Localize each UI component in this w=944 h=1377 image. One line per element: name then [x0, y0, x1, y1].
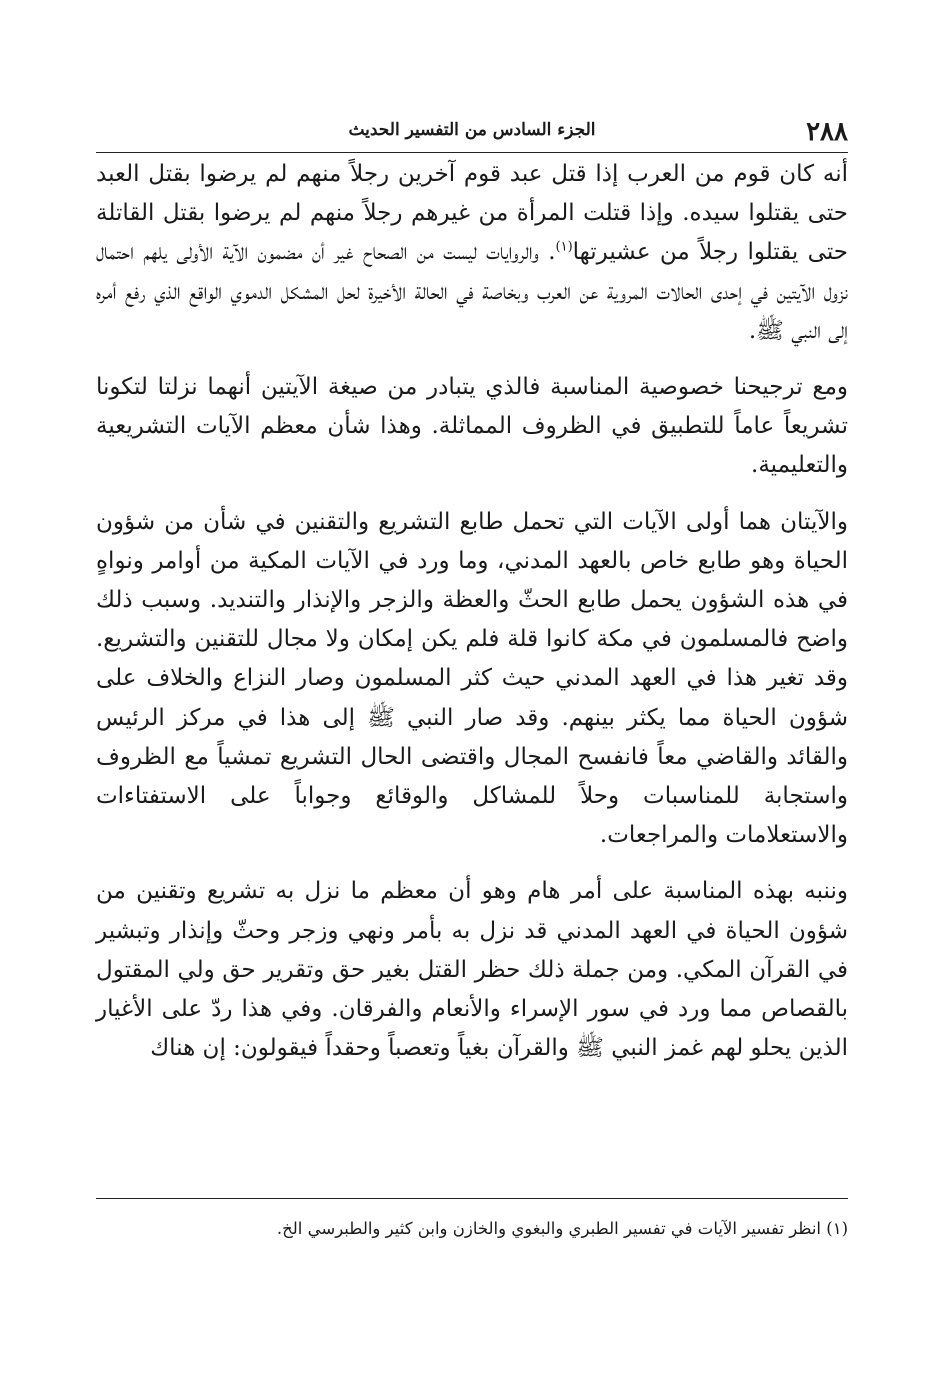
paragraph-2: ومع ترجيحنا خصوصية المناسبة فالذي يتبادر من صيغة الآيتين أنهما نزلتا لتكونا تشريعاً عاماً للتطبيق في الظروف المماثلة. وهذا شأن معظم الآيات التشريعية والتعليمية. — [96, 374, 848, 479]
page-header — [96, 108, 848, 153]
body-text — [96, 155, 848, 1068]
paragraph-4: وننبه بهذه المناسبة على أمر هام وهو أن معظم ما نزل به تشريع وتقنين من شؤون الحياة في العهد المدني قد نزل به بأمر ونهي وزجر وحثّ وإنذار وتبشير في القرآن المكي. ومن جملة ذلك حظر القتل بغير حق وتقرير حق ولي المقتول بالقصاص مما ورد في سور الإسراء والأنعام والفرقان. وفي هذا ردّ على الأغيار الذين يحلو لهم غمز النبي ﷺ والقرآن بغياً وتعصباً وحقداً فيقولون: إن هناك — [96, 878, 848, 1062]
paragraph-1 — [96, 155, 848, 351]
paragraph-1-part-1: أنه كان قوم من العرب إذا قتل عبد قوم آخرين رجلاً منهم لم يرضوا بقتل العبد حتى يقتلوا سيده. وإذا قتلت المرأة من غيرهم رجلاً منهم لم يرضوا بقتل القاتلة حتى يقتلوا رجلاً من عشيرتها — [96, 161, 848, 266]
footnote-separator — [96, 1198, 848, 1199]
page-number: ٢٨٨ — [806, 117, 848, 147]
running-title: الجزء السادس من التفسير الحديث — [348, 120, 596, 140]
paragraph-1-part-2: . والروايات ليست من الصحاح غير أن مضمون الآية الأولى يلهم احتمال نزول الآيتين في إحدى الحالات المروية عن العرب وبخاصة في الحالة الأخيرة لحل المشكل الدموي الواقع الذي رفع أمره إلى النبي ﷺ. — [96, 239, 848, 344]
paragraph-3: والآيتان هما أولى الآيات التي تحمل طابع التشريع والتقنين في شأن من شؤون الحياة وهو طابع خاص بالعهد المدني، وما ورد في الآيات المكية من أوامر ونواهٍ في هذه الشؤون يحمل طابع الحثّ والعظة والزجر والإنذار والتنديد. وسبب ذلك واضح فالمسلمون في مكة كانوا قلة فلم يكن إمكان ولا مجال للتقنين والتشريع. وقد تغير هذا في العهد المدني حيث كثر المسلمون وصار النزاع والخلاف على شؤون الحياة مما يكثر بينهم. وقد صار النبي ﷺ إلى هذا في مركز الرئيس والقائد والقاضي معاً فانفسح المجال واقتضى الحال التشريع تمشياً مع الظروف واستجابة للمناسبات وحلاً للمشاكل والوقائع وجواباً على الاستفتاءات والاستعلامات والمراجعات. — [96, 508, 848, 849]
footnote: (١) انظر تفسير الآيات في تفسير الطبري والبغوي والخازن وابن كثير والطبرسي الخ. — [276, 1219, 848, 1238]
footnote-reference: (١) — [555, 239, 573, 255]
